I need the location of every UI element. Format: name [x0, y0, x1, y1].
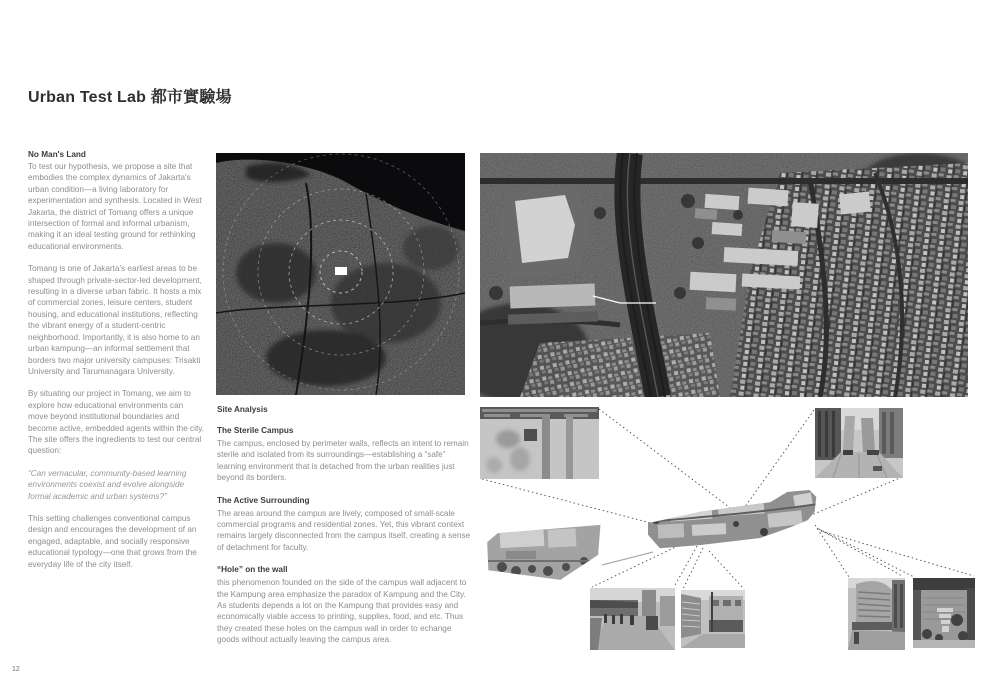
section-body: this phenomenon founded on the side of the campus wall adjacent to the Kampung area emphasize the paradox of Kampung and the City. As students depends a lot on the Kampung that provides easy and economically viable access to printing, supplies, food, and etc. Thus they created these holes on the campus wall in order to echange goods without actually leaving the campus area.	[217, 578, 467, 645]
campus-link-line	[602, 552, 653, 565]
central-question-quote	[28, 468, 204, 502]
page-number: 12	[12, 666, 20, 673]
section-setting	[28, 513, 204, 570]
kampung-street-photo	[590, 588, 675, 650]
campus-wall-photo	[480, 407, 599, 479]
section-hole-on-wall	[217, 565, 473, 645]
street-corner-photo	[681, 590, 745, 648]
section-body: The campus, enclosed by perimeter walls, reflects an intent to remain sterile and isolated from its surroundings—establishing a “safe” learning environment that is detached from the urban realities just beyond its borders.	[217, 439, 469, 483]
intro-text-column	[28, 150, 204, 581]
section-body: The areas around the campus are lively, composed of small-scale commercial programs and residential zones. Yet, this vibrant context remains largely disconnected from the campus itself, creating a sense of detachment for faculty.	[217, 508, 471, 552]
wall-hole	[524, 429, 537, 441]
section-body: This setting challenges conventional campus design and encourages the development of an engaged, adaptable, and socially responsive educational typology—one that grows from the everyday life of the city itself.	[28, 513, 197, 569]
section-body: To test our hypothesis, we propose a site that embodies the complex dynamics of Jakarta's urban condition—a living laboratory for experimentation and synthesis. Located in West Jakarta, the district of Tomang offers a unique intersection of formal and informal urbanism, making it an ideal testing ground for rethinking educational environments.	[28, 162, 202, 251]
campus-walkway-photo	[815, 408, 903, 478]
wall-with-plants-photo	[913, 578, 975, 648]
tomang-aerial-photo	[480, 153, 968, 397]
jakarta-satellite-map	[216, 153, 465, 395]
section-tomang	[28, 263, 204, 377]
section-project-aim	[28, 388, 204, 456]
quote-text: “Can vernacular, community-based learning environments coexist and evolve alongside formal academic and urban systems?”	[28, 468, 187, 501]
section-active-surrounding	[217, 496, 473, 554]
site-analysis-heading: Site Analysis	[217, 405, 268, 414]
site-analysis-heading-block	[217, 405, 473, 414]
section-sterile-campus	[217, 426, 473, 484]
campus-aerial-cutout-west	[486, 521, 604, 585]
section-heading: No Man's Land	[28, 150, 86, 159]
curved-building-photo	[848, 578, 905, 650]
section-no-mans-land	[28, 150, 204, 252]
section-heading: “Hole” on the wall	[217, 565, 288, 575]
site-analysis-column	[217, 405, 473, 658]
site-marker	[335, 267, 347, 275]
section-heading: The Sterile Campus	[217, 426, 294, 435]
section-body: Tomang is one of Jakarta's earliest areas to be shaped through private-sector-led development, resulting in a diverse urban fabric. It hosts a mix of commercial zones, leisure centers, student housing, and educational institutions, reflecting the vibrant energy of a student-centric neighborhood. Importantly, it is also home to an urban kampung—an informal settlement that borders two major university campuses: Trisakti University and Tarumanagara University.	[28, 264, 202, 376]
section-body: By situating our project in Tomang, we aim to explore how educational environments can move beyond institutional boundaries and become active, embedded agents within the city. The site offers the ingredients to test our central question:	[28, 389, 204, 456]
campus-aerial-cutout-main	[648, 490, 818, 554]
page-title: Urban Test Lab 都市實驗場	[28, 89, 232, 106]
section-heading: The Active Surrounding	[217, 495, 310, 505]
